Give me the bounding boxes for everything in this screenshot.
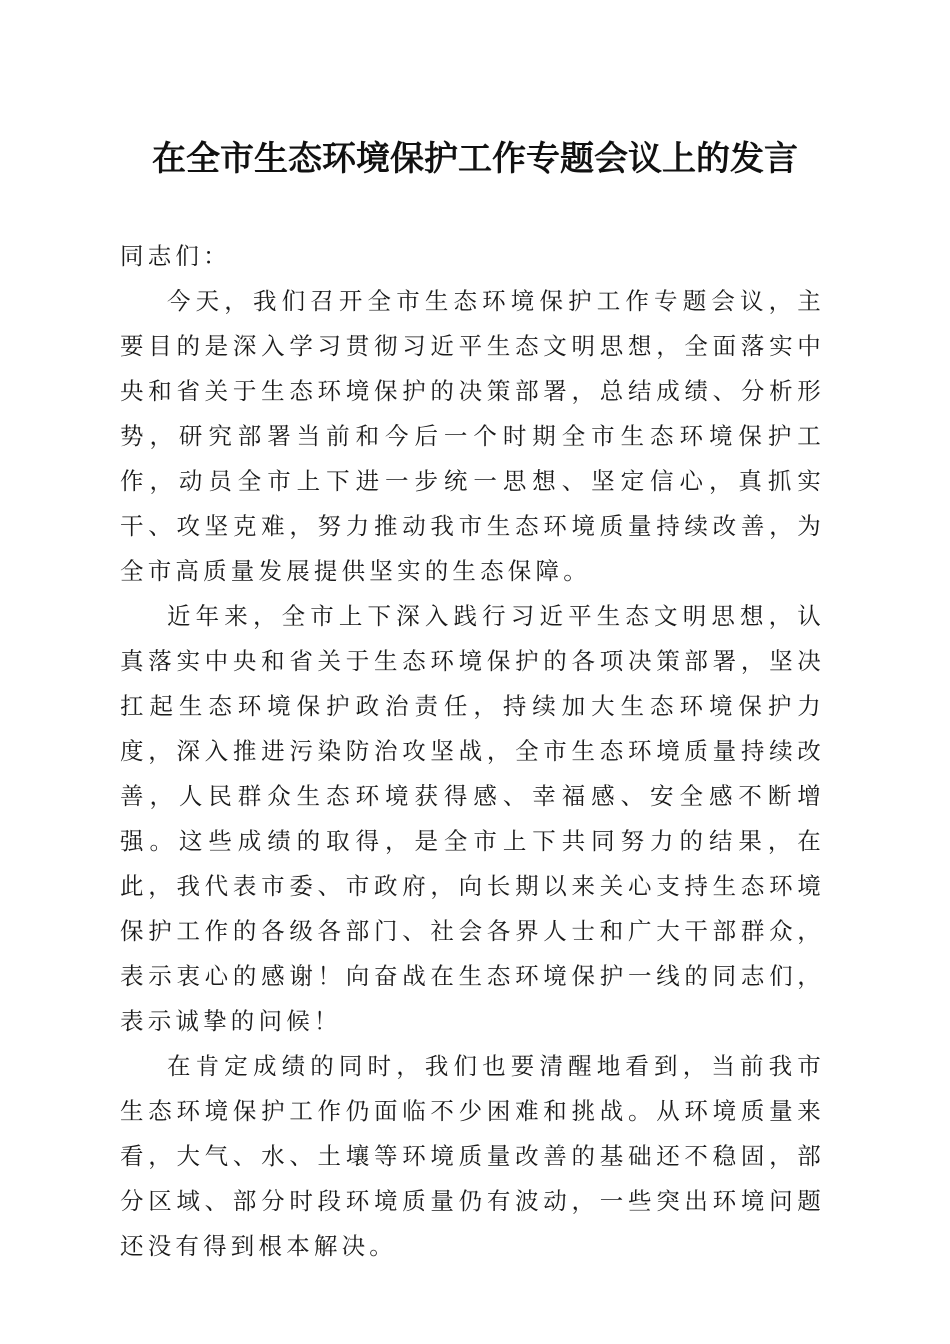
document-title: 在全市生态环境保护工作专题会议上的发言 (152, 139, 798, 179)
document-body (120, 234, 825, 1269)
paragraph-challenges: 在肯定成绩的同时，我们也要清醒地看到，当前我市生态环境保护工作仍面临不少困难和挑战。从环境质量来看，大气、水、土壤等环境质量改善的基础还不稳固，部分区域、部分时段环境质量仍有波动，一些突出环境问题还没有得到根本解决。 (120, 1052, 825, 1260)
salutation: 同志们： (120, 242, 231, 270)
paragraph-achievements: 近年来，全市上下深入践行习近平生态文明思想，认真落实中央和省关于生态环境保护的各项决策部署，坚决扛起生态环境保护政治责任，持续加大生态环境保护力度，深入推进污染防治攻坚战，全市生态环境质量持续改善，人民群众生态环境获得感、幸福感、安全感不断增强。这些成绩的取得，是全市上下共同努力的结果，在此，我代表市委、市政府，向长期以来关心支持生态环境保护工作的各级各部门、社会各界人士和广大干部群众，表示衷心的感谢！向奋战在生态环境保护一线的同志们，表示诚挚的问候！ (120, 602, 825, 1035)
paragraph-opening: 今天，我们召开全市生态环境保护工作专题会议，主要目的是深入学习贯彻习近平生态文明思想，全面落实中央和省关于生态环境保护的决策部署，总结成绩、分析形势，研究部署当前和今后一个时期全市生态环境保护工作，动员全市上下进一步统一思想、坚定信心，真抓实干、攻坚克难，努力推动我市生态环境质量持续改善，为全市高质量发展提供坚实的生态保障。 (120, 287, 825, 585)
